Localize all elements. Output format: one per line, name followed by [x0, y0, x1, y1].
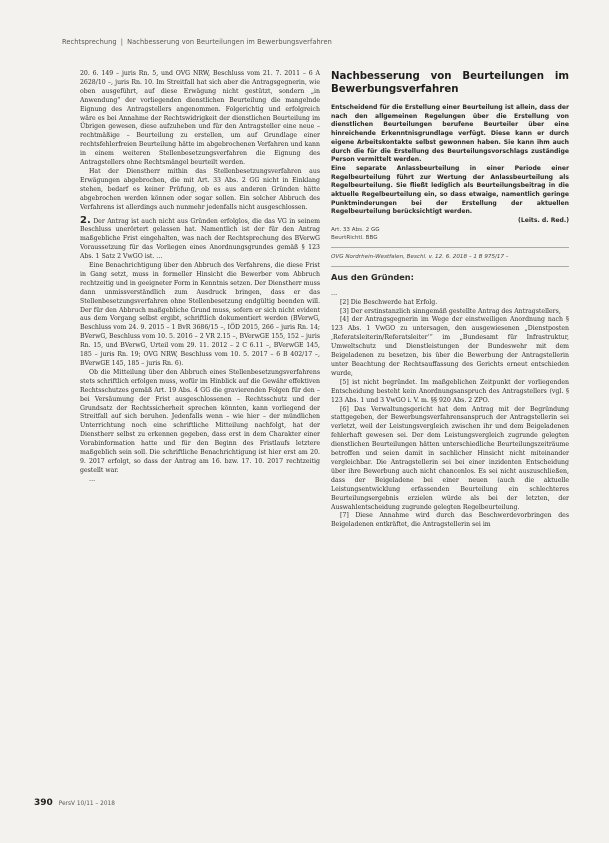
right-paragraph-1: … [331, 289, 338, 297]
divider [331, 266, 569, 267]
left-paragraph-1: 20. 6. 149 – juris Rn. 5, und OVG NRW, Beschluss vom 21. 7. 2011 – 6 A 2628/10 –, juris Rn. 10. Im Streitfall hat sich aber die Antragsgegnerin, wie oben ausgeführt, auf diese Erwägung nicht gestützt, sondern „in Anwendung“ der vorliegenden dienstlichen Beurteilung die mangelnde Eignung des Antragstellers angenommen. Folgerichtig und erfolgreich wäre es bei Annahme der Rechtswidrigkeit der dienstlichen Beurteilung im Übrigen gewesen, diese aufzuheben und für den Antragsteller eine neue – rechtmäßige – Beurteilung zu erstellen, um auf Grundlage einer rechtsfehlerfreien Beurteilung hätte im abgebrochenen Verfahren und kann in einem weiteren Stellenbesetzungsverfahren die Eignung des Antragstellers ohne Rechtsmängel beurteilt werden. [80, 70, 320, 167]
norm-reference-1: Art. 33 Abs. 2 GG [331, 226, 380, 233]
section-number: 2. [80, 214, 91, 226]
headnote-1: Entscheidend für die Erstellung einer Beurteilung ist allein, dass der nach den allgemeinen Regelungen über die Erstellung von dienstlichen Beurteilungen berufene Beurteiler über eine hinreichende Erkenntnisgrundlage verfügt. Diese kann er durch eigene Arbeitskontakte selbst gewonnen haben. Sie kann ihm auch durch die für die Erstellung des Beurteilungsvorschlags zuständige Person vermittelt werden. [331, 104, 569, 164]
headnote-2: Eine separate Anlassbeurteilung in einer Periode einer Regelbeurteilung führt zur Wertung der Anlassbeurteilung als Regelbeurteilung. Sie fließt lediglich als Beurteilungsbeitrag in die aktuelle Regelbeurteilung ein, so dass etwaige, namentlich geringe Punktminderungen bei der Erstellung der aktuellen Regelbeurteilung berücksichtigt werden. [331, 164, 569, 216]
right-column [331, 70, 569, 530]
left-paragraph-3-wrap [80, 214, 321, 263]
right-paragraph-4: [4] der Antragsgegnerin im Wege der einstweiligen Anordnung nach § 123 Abs. 1 VwGO zu untersagen, den ausgewiesenen „Dienstposten ‚Referatsleiterin/Referatsleiter‘“ im „Bundesamt für Infrastruktur, Umweltschutz und Dienstleistungen der Bundeswehr mit dem Beigeladenen zu besetzen, bis über die Bewerbung der Antragstellerin unter Beachtung der Rechtsauffassung des Gerichts erneut entschieden wurde, [331, 316, 569, 377]
norm-reference-2: BeurtRichtl. BBG [331, 234, 378, 241]
left-paragraph-5: Ob die Mitteilung über den Abbruch eines Stellenbesetzungsverfahrens stets schriftlich erfolgen muss, wofür im Hinblick auf die Gewähr effektiven Rechtsschutzes gemäß Art. 19 Abs. 4 GG die gravierenden Folgen für den – bei Versäumung der Frist ausgeschlossenen – Rechtsschutz und der Grundsatz der Rechtssicherheit sprechen könnten, kann vorliegend der Streitfall auf sich beruhen. Jedenfalls wenn – wie hier – der mündlichen Unterrichtung noch eine schriftliche Mitteilung nachfolgt, hat der Dienstherr selbst zu erkennen gegeben, dass erst in dem Charakter einer Vorabinformation hatte und für den Beginn des Fristlaufs letztere maßgeblich sein soll. Die schriftliche Benachrichtigung ist hier erst am 20. 9. 2017 erfolgt, so dass der Antrag am 16. bzw. 17. 10. 2017 rechtzeitig gestellt war. [80, 368, 320, 474]
article-title: Nachbesserung von Beurteilungen im Bewerbungsverfahren [331, 71, 569, 95]
running-head-topic: Nachbesserung von Beurteilungen im Bewerbungsverfahren [127, 38, 332, 46]
right-paragraph-6: [6] Das Verwaltungsgericht hat dem Antrag mit der Begründung stattgegeben, der Bewerbungsverfahrensanspruch der Antragstellerin sei verletzt, weil der Leistungsvergleich zwischen ihr und dem Beigeladenen fehlerhaft gewesen sei. Der dem Leistungsvergleich zugrunde gelegten dienstlichen Beurteilungen hätten unterschiedliche Beurteilungszeiträume betroffen und seien damit in sachlicher Hinsicht nicht miteinander vergleichbar. Die Antragstellerin sei bei einer inzidenten Entscheidung über ihre Bewerbung auch nicht chancenlos. Es sei nicht auszuschließen, dass der Beigeladene bei einer neuen (auch die aktuelle Leistungsentwicklung erfassenden Beurteilung ein schlechteres Beurteilungsergebnis erzielen würde als bei der letzten, der Auswahlentscheidung zugrunde gelegten Regelbeurteilung. [331, 405, 569, 511]
right-paragraph-3: [3] Der erstinstanzlich sinngemäß gestellte Antrag des Antragstellers, [340, 307, 561, 315]
divider [331, 247, 569, 248]
journal-reference: PersV 10/11 – 2018 [58, 801, 115, 807]
section-heading: Aus den Gründen: [331, 271, 414, 282]
headnote-credit: (Leits. d. Red.) [518, 217, 569, 225]
page-number: 390 [34, 798, 53, 808]
page-footer [34, 790, 115, 809]
running-head-section: Rechtsprechung [62, 38, 117, 46]
right-paragraph-5: [5] ist nicht begründet. Im maßgeblichen Zeitpunkt der vorliegenden Entscheidung besteht kein Anordnungsanspruch des Antragstellers (vgl. § 123 Abs. 1 und 3 VwGO i. V. m. §§ 920 Abs. 2 ZPO. [331, 378, 569, 404]
left-paragraph-6: … [89, 475, 96, 483]
left-paragraph-4: Eine Benachrichtigung über den Abbruch des Verfahrens, die diese Frist in Gang setzt, muss in formeller Hinsicht die Bewerber vom Abbruch rechtzeitig und in geeigneter Form in Kenntnis setzen. Der Dienstherr muss dann unmissverständlich zum Ausdruck bringen, dass er das Stellenbesetzungsverfahren ohne Stellenbesetzung endgültig beenden will. Der für den Abbruch maßgebliche Grund muss, sofern er sich nicht evident aus dem Vorgang selbst ergibt, schriftlich dokumentiert werden (BVerwG, Beschluss vom 24. 9. 2015 – 1 BvR 3686/15 –, IÖD 2015, 266 – juris Rn. 14; BVerwG, Beschluss vom 10. 5. 2016 – 2 VR 2.15 –, BVerwGE 155, 152 – juris Rn. 15, und BVerwG, Urteil vom 29. 11. 2012 – 2 C 6.11 –, BVerwGE 145, 185 – juris Rn. 19; OVG NRW, Beschluss vom 10. 5. 2017 – 6 B 402/17 –, BVerwGE 145, 185 – juris Rn. 6). [80, 262, 320, 367]
left-paragraph-2: Hat der Dienstherr mithin das Stellenbesetzungsverfahren aus Erwägungen abgebrochen, die mit Art. 33 Abs. 2 GG nicht in Einklang stehen, bedarf es keiner Prüfung, ob es aus anderen Gründen hätte abgebrochen werden können oder sogar sollen. Ein solcher Abbruch des Verfahrens ist allerdings auch nunmehr jedenfalls nicht ausgeschlossen. [80, 167, 320, 211]
right-paragraph-2: [2] Die Beschwerde hat Erfolg. [340, 298, 438, 306]
left-paragraph-3: Der Antrag ist auch nicht aus Gründen erfolglos, die das VG in seinem Beschluss unerörtert gelassen hat. Namentlich ist der für den Antrag maßgebliche Frist eingehalten, was nach der Rechtsprechung des BVerwG Voraussetzung für das Vorliegen eines Anordnungsgrundes gemäß § 123 Abs. 1 Satz 2 VwGO ist. … [80, 217, 321, 261]
left-column [80, 70, 320, 485]
running-head [62, 38, 332, 46]
court-citation: OVG Nordrhein-Westfalen, Beschl. v. 12. 6. 2018 – 1 B 975/17 – [331, 253, 509, 260]
running-head-separator: | [120, 38, 124, 46]
right-paragraph-7: [7] Diese Annahme wird durch das Beschwerdevorbringen des Beigeladenen entkräftet, die Antragstellerin sei im [331, 512, 569, 529]
